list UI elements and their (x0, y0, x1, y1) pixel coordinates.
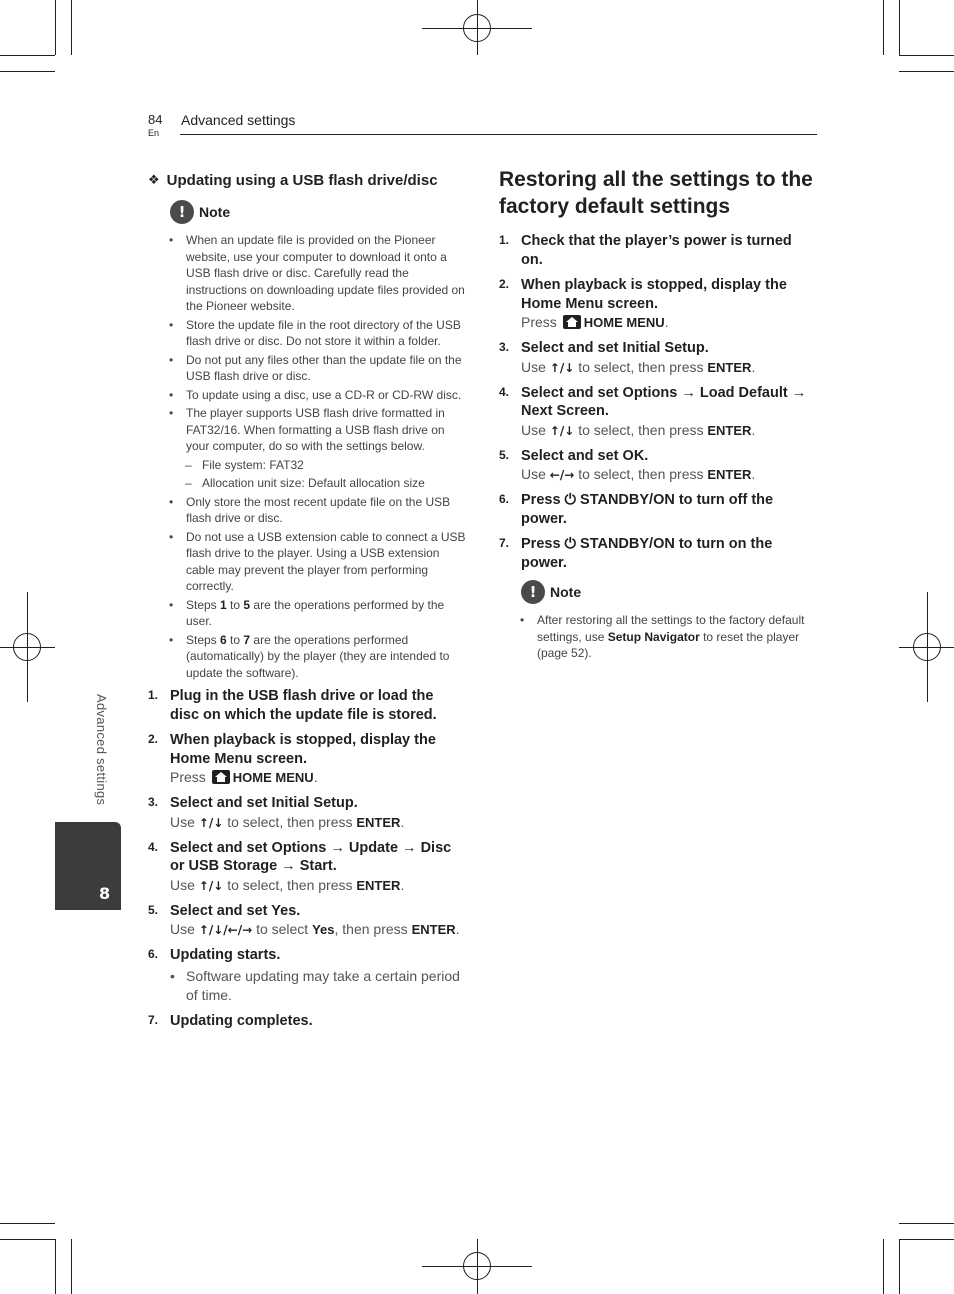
crop-mark (883, 0, 884, 55)
step-item: 5. Select and set OK. Use ←/→ to select, then press ENTER. (499, 447, 756, 482)
registration-line (927, 592, 928, 702)
step-item: 2. When playback is stopped, display the Home Menu screen. Press HOME MENU. (148, 732, 436, 785)
step-item: 7. Updating completes. (148, 1012, 313, 1029)
step-item: 3. Select and set Initial Setup. Use ↑/↓ to select, then press ENTER. (499, 340, 756, 375)
step-sub-bullet: • Software updating may take a certain period of time. (170, 967, 460, 1003)
note-list (148, 232, 466, 681)
registration-line (477, 0, 478, 55)
home-icon (212, 770, 230, 784)
crop-mark (71, 0, 72, 55)
arrow-keys-icon: ↑/↓ (549, 360, 575, 375)
chapter-number: 8 (99, 884, 111, 903)
left-column (148, 168, 466, 1037)
registration-line (477, 1239, 478, 1294)
section-heading: Restoring all the settings to the factory default settings (499, 168, 813, 218)
note-item: • Steps 6 to 7 are the operations performed (automatically) by the player (they are intended to update the software). (169, 632, 450, 680)
crop-mark (883, 1239, 884, 1294)
update-steps (148, 687, 466, 1030)
section-title: Advanced settings (181, 112, 296, 128)
crop-mark (0, 71, 55, 72)
step-item: 4. Select and set Options → Load Default → Next Screen. Use ↑/↓ to select, then press ENTER. (499, 384, 807, 438)
page-language: En (148, 128, 160, 138)
arrow-keys-icon: ↑/↓ (549, 423, 575, 438)
crop-mark (0, 1239, 55, 1240)
note-item: • Do not use a USB extension cable to connect a USB flash drive to the player. Using a USB extension cable may prevent the player from performing correctly. (169, 529, 466, 593)
crop-mark (55, 1239, 56, 1294)
step-item: 3. Select and set Initial Setup. Use ↑/↓ to select, then press ENTER. (148, 795, 405, 830)
note-sub-item: – Allocation unit size: Default allocation size (185, 476, 425, 490)
crop-mark (899, 1239, 954, 1240)
section-heading (148, 172, 466, 189)
step-item: 4. Select and set Options → Update → Disc or USB Storage → Start. Use ↑/↓ to select, then press ENTER. (148, 839, 452, 893)
header-rule (180, 134, 817, 135)
note-item: • After restoring all the settings to the factory default settings, use Setup Navigator to reset the player (page 52). (520, 613, 805, 660)
page-number: 84 (148, 112, 163, 127)
crop-mark (71, 1239, 72, 1294)
step-item: 6. Press ⏻ STANDBY/ON to turn off the power. (499, 492, 774, 527)
right-column (499, 166, 817, 664)
note-label: Note (550, 584, 582, 600)
home-icon (563, 315, 581, 329)
note-label: Note (199, 204, 231, 220)
crop-mark (899, 71, 954, 72)
step-item: 2. When playback is stopped, display the Home Menu screen. Press HOME MENU. (499, 277, 787, 330)
arrow-keys-icon: ↑/↓ (198, 815, 224, 830)
exclamation-icon: ! (170, 200, 194, 224)
restore-steps (499, 232, 817, 572)
note-list (499, 612, 817, 662)
step-item: 5. Select and set Yes. Use ↑/↓/←/→ to select Yes, then press ENTER. (148, 902, 460, 937)
note-item: • Only store the most recent update file on the USB flash drive or disc. (169, 494, 451, 525)
note-item: • The player supports USB flash drive formatted in FAT32/16. When formatting a USB flash drive on your computer, do so with the settings below. (169, 406, 445, 453)
note-sub-item: – File system: FAT32 (185, 457, 304, 472)
side-section-label: Advanced settings (94, 694, 109, 806)
exclamation-icon: ! (521, 580, 545, 604)
note-item: • When an update file is provided on the Pioneer website, use your computer to download it onto a USB flash drive or disc. Carefully read the instructions on downloading update files provided on the Pioneer website. (169, 233, 465, 313)
note-item: • Steps 1 to 5 are the operations performed by the user. (169, 597, 445, 628)
arrow-keys-icon: ←/→ (549, 468, 575, 482)
crop-mark (0, 1223, 55, 1224)
crop-mark (899, 1239, 900, 1294)
step-item: 1. Check that the player’s power is turned on. (499, 233, 792, 268)
crop-mark (899, 1223, 954, 1224)
diamond-bullet-icon: ❖ (148, 173, 160, 188)
step-item: 1. Plug in the USB flash drive or load the disc on which the update file is stored. (148, 688, 437, 723)
crop-mark (899, 0, 900, 55)
note-item: • Store the update file in the root directory of the USB flash drive or disc. Do not store it within a folder. (169, 317, 461, 348)
note-header (521, 580, 817, 604)
crop-mark (0, 55, 55, 56)
crop-mark (55, 0, 56, 55)
section-heading-text: Updating using a USB flash drive/disc (166, 172, 438, 189)
note-item: • To update using a disc, use a CD-R or CD-RW disc. (169, 387, 462, 402)
chapter-tab (55, 822, 121, 910)
note-header (170, 200, 466, 224)
step-item: 7. Press ⏻ STANDBY/ON to turn on the power. (499, 536, 773, 571)
step-item: 6. Updating starts. • Software updating may take a certain period of time. (148, 946, 466, 1005)
crop-mark (899, 55, 954, 56)
arrow-keys-icon: ↑/↓ (198, 878, 224, 893)
registration-line (27, 592, 28, 702)
note-item: • Do not put any files other than the update file on the USB flash drive or disc. (169, 352, 462, 383)
arrow-keys-icon: ↑/↓/←/→ (198, 923, 253, 937)
